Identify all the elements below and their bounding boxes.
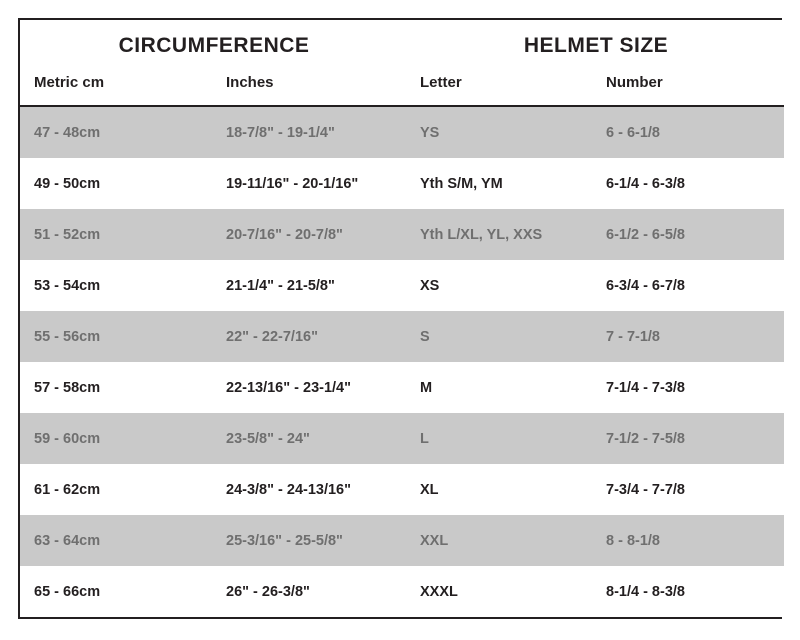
- cell-inches: 26" - 26-3/8": [214, 566, 408, 617]
- cell-inches: 23-5/8" - 24": [214, 413, 408, 464]
- cell-letter: S: [408, 311, 596, 362]
- cell-metric: 61 - 62cm: [20, 464, 214, 515]
- cell-inches: 22" - 22-7/16": [214, 311, 408, 362]
- cell-number: 7-1/4 - 7-3/8: [596, 362, 784, 413]
- column-header-letter: Letter: [408, 68, 596, 106]
- cell-number: 6-1/2 - 6-5/8: [596, 209, 784, 260]
- table-head: [20, 20, 784, 106]
- column-header-inches: Inches: [214, 68, 408, 106]
- table-row: [20, 566, 784, 617]
- cell-letter: Yth L/XL, YL, XXS: [408, 209, 596, 260]
- cell-metric: 47 - 48cm: [20, 106, 214, 158]
- table-row: [20, 260, 784, 311]
- cell-inches: 20-7/16" - 20-7/8": [214, 209, 408, 260]
- cell-number: 6 - 6-1/8: [596, 106, 784, 158]
- table-row: [20, 158, 784, 209]
- table-row: [20, 515, 784, 566]
- cell-number: 6-3/4 - 6-7/8: [596, 260, 784, 311]
- cell-inches: 18-7/8" - 19-1/4": [214, 106, 408, 158]
- column-header-metric-cm: Metric cm: [20, 68, 214, 106]
- table-row: [20, 106, 784, 158]
- cell-inches: 24-3/8" - 24-13/16": [214, 464, 408, 515]
- column-header-row: [20, 68, 784, 106]
- cell-number: 6-1/4 - 6-3/8: [596, 158, 784, 209]
- table-row: [20, 464, 784, 515]
- cell-metric: 65 - 66cm: [20, 566, 214, 617]
- group-header-circumference: CIRCUMFERENCE: [20, 20, 408, 68]
- cell-metric: 55 - 56cm: [20, 311, 214, 362]
- table-row: [20, 311, 784, 362]
- column-header-number: Number: [596, 68, 784, 106]
- cell-metric: 57 - 58cm: [20, 362, 214, 413]
- cell-metric: 53 - 54cm: [20, 260, 214, 311]
- cell-number: 7 - 7-1/8: [596, 311, 784, 362]
- cell-letter: Yth S/M, YM: [408, 158, 596, 209]
- cell-inches: 25-3/16" - 25-5/8": [214, 515, 408, 566]
- group-header-row: [20, 20, 784, 68]
- cell-inches: 21-1/4" - 21-5/8": [214, 260, 408, 311]
- cell-number: 8 - 8-1/8: [596, 515, 784, 566]
- cell-inches: 22-13/16" - 23-1/4": [214, 362, 408, 413]
- cell-inches: 19-11/16" - 20-1/16": [214, 158, 408, 209]
- cell-number: 7-3/4 - 7-7/8: [596, 464, 784, 515]
- cell-number: 7-1/2 - 7-5/8: [596, 413, 784, 464]
- cell-metric: 63 - 64cm: [20, 515, 214, 566]
- cell-letter: YS: [408, 106, 596, 158]
- cell-letter: XS: [408, 260, 596, 311]
- group-header-helmet-size: HELMET SIZE: [408, 20, 784, 68]
- cell-letter: XXL: [408, 515, 596, 566]
- table-row: [20, 209, 784, 260]
- helmet-size-table: [20, 20, 784, 617]
- cell-letter: XL: [408, 464, 596, 515]
- cell-metric: 49 - 50cm: [20, 158, 214, 209]
- cell-letter: XXXL: [408, 566, 596, 617]
- table-row: [20, 362, 784, 413]
- table-row: [20, 413, 784, 464]
- table-body: [20, 106, 784, 617]
- cell-metric: 51 - 52cm: [20, 209, 214, 260]
- cell-letter: L: [408, 413, 596, 464]
- cell-letter: M: [408, 362, 596, 413]
- cell-metric: 59 - 60cm: [20, 413, 214, 464]
- size-chart-table-container: [18, 18, 782, 619]
- cell-number: 8-1/4 - 8-3/8: [596, 566, 784, 617]
